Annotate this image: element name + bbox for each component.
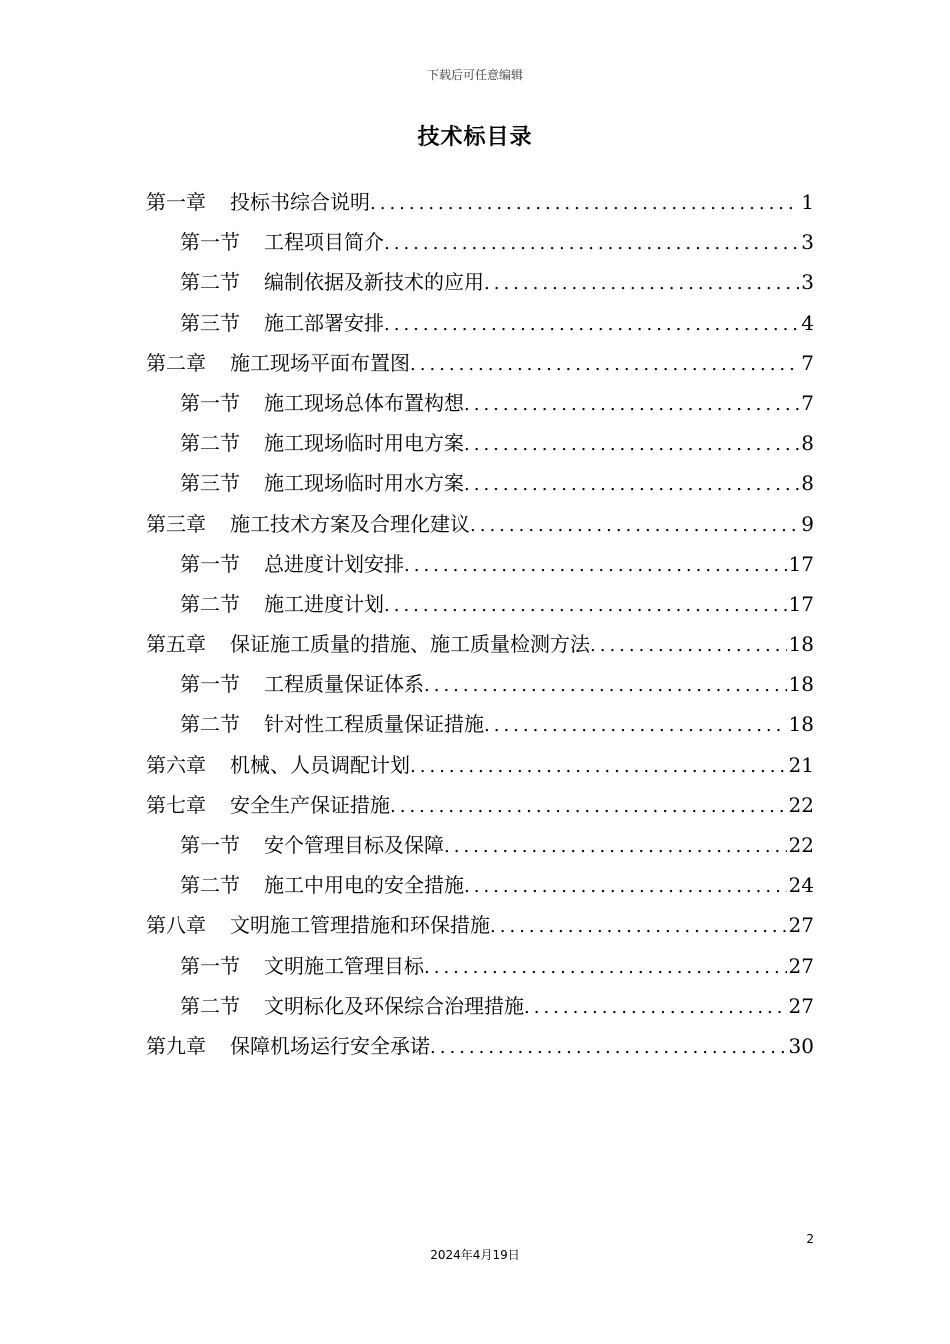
toc-entry-title: 总进度计划安排 xyxy=(264,551,404,576)
toc-entry-title: 针对性工程质量保证措施 xyxy=(264,712,484,737)
toc-entry-page: 18 xyxy=(788,712,814,737)
toc-entry-section[interactable] xyxy=(146,222,814,262)
toc-entry-title: 文明施工管理目标 xyxy=(264,953,424,978)
toc-entry-title: 工程项目简介 xyxy=(264,230,384,255)
toc-dot-leader xyxy=(470,506,799,546)
toc-dot-leader xyxy=(464,867,787,907)
toc-dot-leader xyxy=(384,224,799,264)
toc-entry-title: 编制依据及新技术的应用 xyxy=(264,270,484,295)
toc-entry-section[interactable] xyxy=(146,584,814,624)
toc-entry-page: 22 xyxy=(788,792,814,817)
toc-entry-section[interactable] xyxy=(146,946,814,986)
toc-entry-section[interactable] xyxy=(146,664,814,704)
toc-entry-page: 22 xyxy=(788,833,814,857)
toc-entry-number: 第八章 xyxy=(146,913,206,938)
page-header-note: 下载后可任意编辑 xyxy=(426,68,523,82)
toc-dot-leader xyxy=(484,264,799,304)
toc-entry-number: 第二节 xyxy=(180,270,240,295)
toc-entry-page: 3 xyxy=(801,270,814,295)
toc-dot-leader xyxy=(424,666,787,706)
toc-dot-leader xyxy=(444,827,787,867)
document-title: 技术标目录 xyxy=(417,125,533,150)
toc-dot-leader xyxy=(410,345,799,385)
toc-entry-number: 第九章 xyxy=(146,1033,206,1058)
toc-entry-title: 施工现场总体布置构想 xyxy=(264,390,464,415)
toc-entry-chapter[interactable] xyxy=(146,905,814,945)
toc-entry-chapter[interactable] xyxy=(146,343,814,383)
toc-entry-number: 第二节 xyxy=(180,993,240,1018)
toc-entry-chapter[interactable] xyxy=(146,624,814,664)
toc-entry-section[interactable] xyxy=(146,704,814,744)
toc-entry-page: 4 xyxy=(801,310,814,335)
toc-entry-page: 7 xyxy=(801,390,814,415)
toc-entry-section[interactable] xyxy=(146,303,814,343)
toc-entry-title: 施工进度计划 xyxy=(264,591,384,616)
toc-entry-title: 投标书综合说明 xyxy=(230,190,370,214)
toc-entry-chapter[interactable] xyxy=(146,745,814,785)
toc-entry-page: 8 xyxy=(801,431,814,456)
toc-entry-page: 8 xyxy=(801,471,814,496)
toc-entry-number: 第三节 xyxy=(180,471,240,496)
footer-date: 2024年4月19日 xyxy=(430,1248,520,1262)
toc-entry-number: 第一节 xyxy=(180,230,240,255)
toc-entry-title: 文明施工管理措施和环保措施 xyxy=(230,913,490,938)
toc-entry-page: 27 xyxy=(788,913,814,938)
toc-entry-number: 第一节 xyxy=(180,953,240,978)
toc-dot-leader xyxy=(430,1028,787,1068)
toc-entry-section[interactable] xyxy=(146,423,814,463)
toc-dot-leader xyxy=(484,706,787,746)
toc-dot-leader xyxy=(390,787,787,827)
toc-entry-section[interactable] xyxy=(146,544,814,584)
toc-entry-number: 第一节 xyxy=(180,551,240,576)
page-number: 2 xyxy=(806,1232,814,1246)
toc-dot-leader xyxy=(384,586,787,626)
toc-entry-section[interactable] xyxy=(146,986,814,1026)
toc-entry-page: 30 xyxy=(788,1033,814,1058)
toc-entry-title: 保障机场运行安全承诺 xyxy=(230,1033,430,1058)
toc-dot-leader xyxy=(524,988,787,1028)
toc-entry-number: 第二节 xyxy=(180,591,240,616)
toc-entry-title: 文明标化及环保综合治理措施 xyxy=(264,993,524,1018)
toc-entry-chapter[interactable] xyxy=(146,1026,814,1066)
toc-entry-number: 第二节 xyxy=(180,873,240,898)
toc-entry-title: 施工技术方案及合理化建议 xyxy=(230,511,470,536)
toc-dot-leader xyxy=(384,305,799,345)
toc-entry-page: 17 xyxy=(788,591,814,616)
toc-entry-number: 第一节 xyxy=(180,672,240,697)
toc-entry-page: 3 xyxy=(801,230,814,255)
toc-entry-title: 施工现场临时用水方案 xyxy=(264,471,464,496)
toc-entry-number: 第二节 xyxy=(180,712,240,737)
toc-entry-number: 第七章 xyxy=(146,792,206,817)
toc-entry-chapter[interactable] xyxy=(146,504,814,544)
toc-entry-page: 21 xyxy=(788,752,814,777)
toc-entry-title: 机械、人员调配计划 xyxy=(230,752,410,777)
toc-entry-section[interactable] xyxy=(146,383,814,423)
toc-entry-number: 第三章 xyxy=(146,511,206,536)
toc-entry-number: 第六章 xyxy=(146,752,206,777)
toc-entry-title: 安个管理目标及保障 xyxy=(264,833,444,857)
toc-entry-number: 第五章 xyxy=(146,632,206,657)
toc-entry-page: 27 xyxy=(788,953,814,978)
toc-entry-page: 24 xyxy=(788,873,814,898)
toc-dot-leader xyxy=(490,907,787,947)
toc-entry-page: 18 xyxy=(788,632,814,657)
toc-entry-section[interactable] xyxy=(146,825,814,865)
table-of-contents xyxy=(146,182,814,1066)
toc-entry-title: 施工现场临时用电方案 xyxy=(264,431,464,456)
toc-dot-leader xyxy=(424,948,787,988)
toc-entry-section[interactable] xyxy=(146,865,814,905)
toc-dot-leader xyxy=(404,546,787,586)
toc-entry-number: 第三节 xyxy=(180,310,240,335)
toc-entry-chapter[interactable] xyxy=(146,785,814,825)
toc-entry-chapter[interactable] xyxy=(146,182,814,222)
toc-entry-page: 7 xyxy=(801,350,814,375)
toc-entry-title: 安全生产保证措施 xyxy=(230,792,390,817)
toc-entry-title: 保证施工质量的措施、施工质量检测方法 xyxy=(230,632,590,657)
toc-entry-title: 施工中用电的安全措施 xyxy=(264,873,464,898)
toc-entry-page: 1 xyxy=(801,190,814,214)
toc-entry-title: 工程质量保证体系 xyxy=(264,672,424,697)
toc-entry-number: 第一节 xyxy=(180,833,240,857)
toc-entry-page: 9 xyxy=(801,511,814,536)
toc-dot-leader xyxy=(370,184,799,224)
toc-dot-leader xyxy=(464,385,799,425)
toc-entry-page: 18 xyxy=(788,672,814,697)
toc-entry-title: 施工现场平面布置图 xyxy=(230,350,410,375)
toc-entry-number: 第一章 xyxy=(146,190,206,214)
toc-dot-leader xyxy=(590,626,787,666)
toc-dot-leader xyxy=(464,465,799,505)
toc-entry-page: 17 xyxy=(788,551,814,576)
toc-entry-number: 第二节 xyxy=(180,431,240,456)
toc-dot-leader xyxy=(464,425,799,465)
toc-dot-leader xyxy=(410,747,787,787)
toc-entry-number: 第一节 xyxy=(180,390,240,415)
toc-entry-title: 施工部署安排 xyxy=(264,310,384,335)
toc-entry-section[interactable] xyxy=(146,262,814,302)
toc-entry-page: 27 xyxy=(788,993,814,1018)
toc-entry-section[interactable] xyxy=(146,463,814,503)
toc-entry-number: 第二章 xyxy=(146,350,206,375)
